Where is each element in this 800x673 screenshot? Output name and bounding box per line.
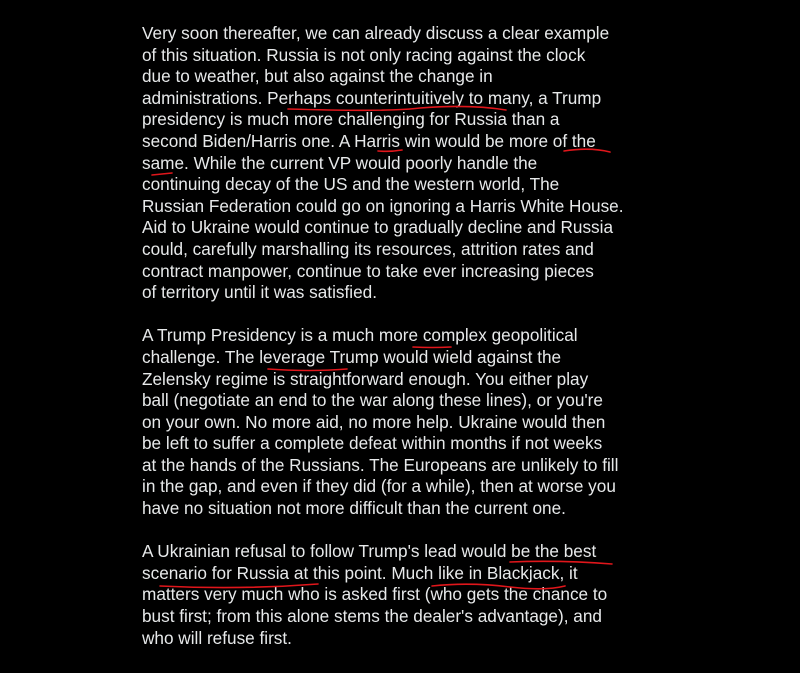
text-line: bust first; from this alone stems the dealer's advantage), and (142, 606, 602, 627)
text-line: continuing decay of the US and the western world, The (142, 174, 560, 195)
text-line: of this situation. Russia is not only racing against the clock (142, 44, 586, 65)
text-line: due to weather, but also against the change in (142, 66, 493, 87)
text-line: administrations. Perhaps counterintuitively to many, a Trump (142, 87, 602, 108)
text-line: Zelensky regime is straightforward enough. You either play (142, 368, 589, 389)
text-line: second Biden/Harris one. A Harris win would be more of the (142, 130, 596, 151)
text-line: Very soon thereafter, we can already discuss a clear example (142, 23, 610, 43)
text-line: A Trump Presidency is a much more complex geopolitical (142, 325, 578, 346)
text-line: could, carefully marshalling its resources, attrition rates and (142, 238, 594, 259)
text-line: matters very much who is asked first (who gets the chance to (142, 584, 608, 605)
text-line: of territory until it was satisfied. (142, 282, 377, 303)
text-line: same. While the current VP would poorly handle the (142, 152, 538, 173)
text-line: presidency is much more challenging for Russia than a (142, 109, 560, 130)
article-body (142, 23, 672, 671)
text-line: scenario for Russia at this point. Much like in Blackjack, it (142, 562, 578, 583)
text-line: challenge. The leverage Trump would wield against the (142, 346, 562, 367)
text-line: Russian Federation could go on ignoring a Harris White House. (142, 195, 624, 216)
text-line: contract manpower, continue to take ever increasing pieces (142, 260, 594, 281)
paragraph-2 (142, 325, 672, 519)
text-line: ball (negotiate an end to the war along these lines), or you're (142, 390, 603, 411)
text-line: in the gap, and even if they did (for a while), then at worse you (142, 476, 616, 497)
text-line: Aid to Ukraine would continue to gradually decline and Russia (142, 217, 614, 238)
paragraph-1 (142, 23, 672, 304)
text-line: on your own. No more aid, no more help. Ukraine would then (142, 411, 606, 432)
text-line: A Ukrainian refusal to follow Trump's lead would be the best (142, 541, 597, 562)
text-line: be left to suffer a complete defeat within months if not weeks (142, 433, 603, 454)
text-line: at the hands of the Russians. The Europeans are unlikely to fill (142, 454, 619, 475)
paragraph-3 (142, 541, 672, 649)
text-line: have no situation not more difficult than the current one. (142, 498, 566, 519)
text-line: who will refuse first. (142, 627, 292, 648)
